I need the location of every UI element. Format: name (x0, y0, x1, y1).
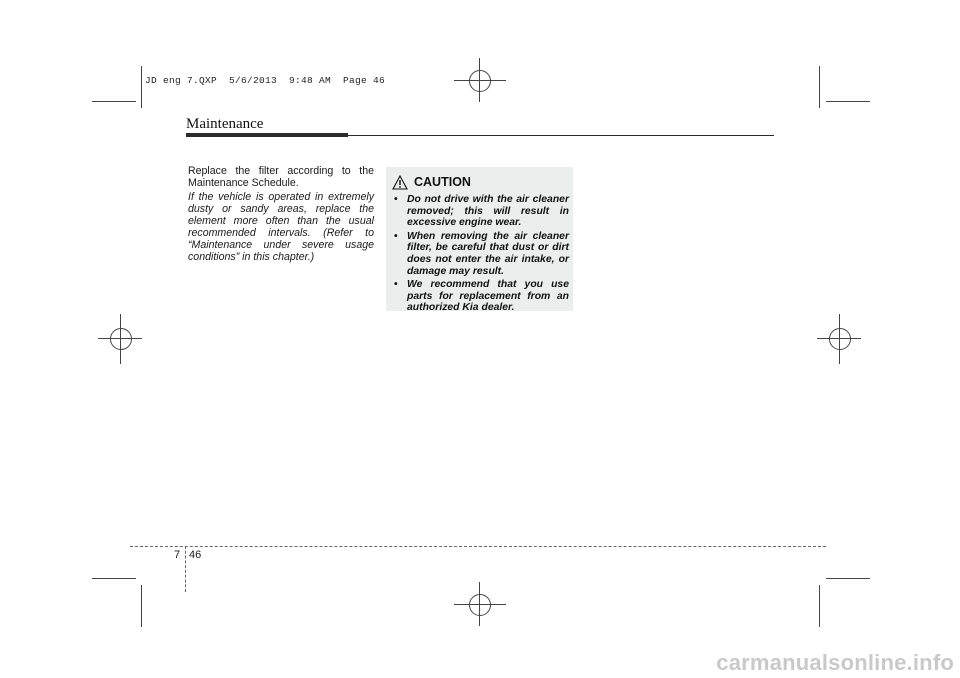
caution-title: CAUTION (414, 175, 471, 189)
watermark: carmanualsonline.info (716, 650, 954, 675)
body-text (188, 165, 374, 263)
intro-paragraph: Replace the filter according to the Maintenance Schedule. (188, 165, 374, 189)
list-item: • Do not drive with the air cleaner removed; this will result in excessive engine wear. (394, 194, 569, 229)
page-number: 46 (189, 549, 202, 561)
header-rule-thick (186, 133, 348, 137)
printer-slug: JD eng 7.QXP 5/6/2013 9:48 AM Page 46 (145, 75, 386, 86)
caution-box (386, 167, 573, 314)
list-item: • When removing the air cleaner filter, be careful that dust or dirt does not enter the air intake, or damage may result. (394, 230, 569, 277)
warning-triangle-icon (392, 175, 408, 190)
chapter-number: 7 (174, 549, 181, 561)
caution-list (394, 194, 569, 314)
list-item: • We recommend that you use parts for replacement from an authorized Kia dealer. (394, 279, 569, 314)
severe-usage-note: If the vehicle is operated in extremely dusty or sandy areas, replace the element more often than the usual recommended intervals. (Refer to “Maintenance under severe usage conditions” in this chapter.) (188, 191, 374, 263)
header-rule-thin (348, 135, 774, 136)
footer-divider (185, 546, 186, 592)
footer-rule (130, 546, 826, 547)
section-title: Maintenance (186, 116, 264, 132)
